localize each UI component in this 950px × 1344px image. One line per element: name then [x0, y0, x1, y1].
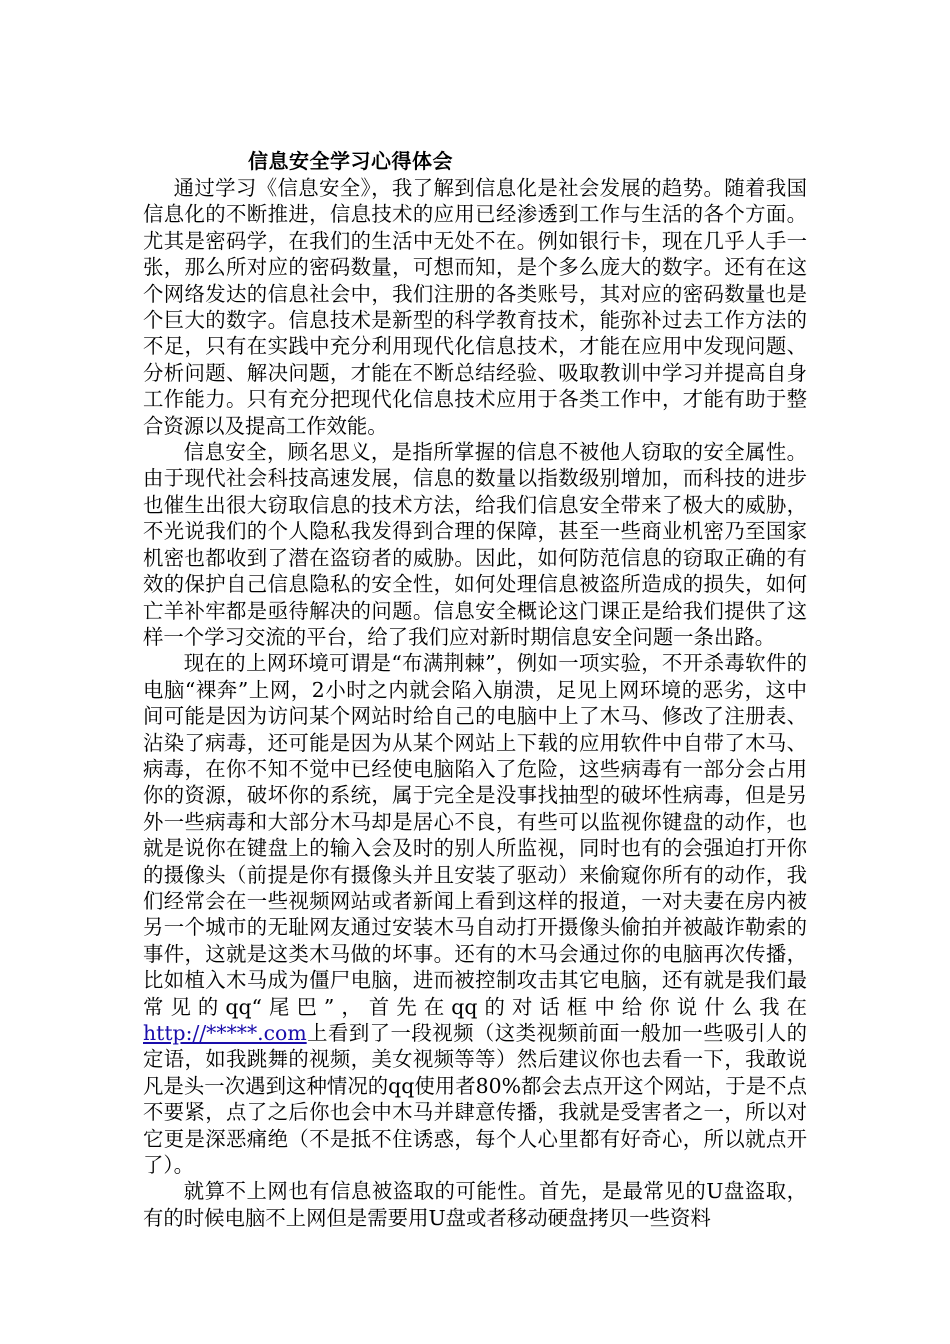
paragraph-4: 就算不上网也有信息被盗取的可能性。首先，是最常见的U盘盗取，有的时候电脑不上网但是需要用U盘或者移动硬盘拷贝一些资料: [143, 1179, 807, 1230]
example-url-link[interactable]: http://*****.com: [143, 1021, 307, 1045]
paragraph-3: [143, 650, 807, 1178]
document-body: [143, 175, 807, 1231]
paragraph-3-text: 现在的上网环境可谓是“布满荆棘”，例如一项实验，不开杀毒软件的电脑“裸奔”上网，2小时之内就会陷入崩溃，足见上网环境的恶劣，这中间可能是因为访问某个网站时给自己的电脑中上了木马、修改了注册表、沾染了病毒，还可能是因为从某个网站上下载的应用软件中自带了木马、病毒，在你不知不觉中已经使电脑陷入了危险，这些病毒有一部分会占用你的资源，破坏你的系统，属于完全是没事找抽型的破坏性病毒，但是另外一些病毒和大部分木马却是居心不良，有些可以监视你键盘的动作，也就是说你在键盘上的输入会及时的别人所监视，同时也有的会强迫打开你的摄像头（前提是你有摄像头并且安装了驱动）来偷窥你所有的动作，我们经常会在一些视频网站或者新闻上看到这样的报道，一对夫妻在房内被另一个城市的无耻网友通过安装木马自动打开摄像头偷拍并被敲诈勒索的事件，这就是这类木马做的坏事。还有的木马会通过你的电脑再次传播，比如植入木马成为僵尸电脑，进而被控制攻击其它电脑，还有就是我们最常见的qq“尾巴”，首先在qq的对话框中给你说什么我在: [143, 651, 807, 1019]
paragraph-1: 通过学习《信息安全》，我了解到信息化是社会发展的趋势。随着我国信息化的不断推进，信息技术的应用已经渗透到工作与生活的各个方面。尤其是密码学，在我们的生活中无处不在。例如银行卡，现在几乎人手一张，那么所对应的密码数量，可想而知，是个多么庞大的数字。还有在这个网络发达的信息社会中，我们注册的各类账号，其对应的密码数量也是个巨大的数字。信息技术是新型的科学教育技术，能弥补过去工作方法的不足，只有在实践中充分利用现代化信息技术，才能在应用中发现问题、分析问题、解决问题，才能在不断总结经验、吸取教训中学习并提高自身工作能力。只有充分把现代化信息技术应用于各类工作中，才能有助于整合资源以及提高工作效能。: [143, 176, 807, 438]
paragraph-3-continued: 上看到了一段视频（这类视频前面一般加一些吸引人的定语，如我跳舞的视频，美女视频等等）然后建议你也去看一下，我敢说凡是头一次遇到这种情况的qq使用者80%都会去点开这个网站，于是不点不要紧，点了之后你也会中木马并肆意传播，我就是受害者之一，所以对它更是深恶痛绝（不是抵不住诱惑，每个人心里都有好奇心，所以就点开了）。: [143, 1021, 807, 1178]
document-title: 信息安全学习心得体会: [248, 149, 453, 173]
paragraph-2: 信息安全，顾名思义，是指所掌握的信息不被他人窃取的安全属性。由于现代社会科技高速发展，信息的数量以指数级别增加，而科技的进步也催生出很大窃取信息的技术方法，给我们信息安全带来了极大的威胁，不光说我们的个人隐私我发得到合理的保障，甚至一些商业机密乃至国家机密也都收到了潜在盗窃者的威胁。因此，如何防范信息的窃取正确的有效的保护自己信息隐私的安全性，如何处理信息被盗所造成的损失，如何亡羊补牢都是亟待解决的问题。信息安全概论这门课正是给我们提供了这样一个学习交流的平台，给了我们应对新时期信息安全问题一条出路。: [143, 440, 807, 649]
